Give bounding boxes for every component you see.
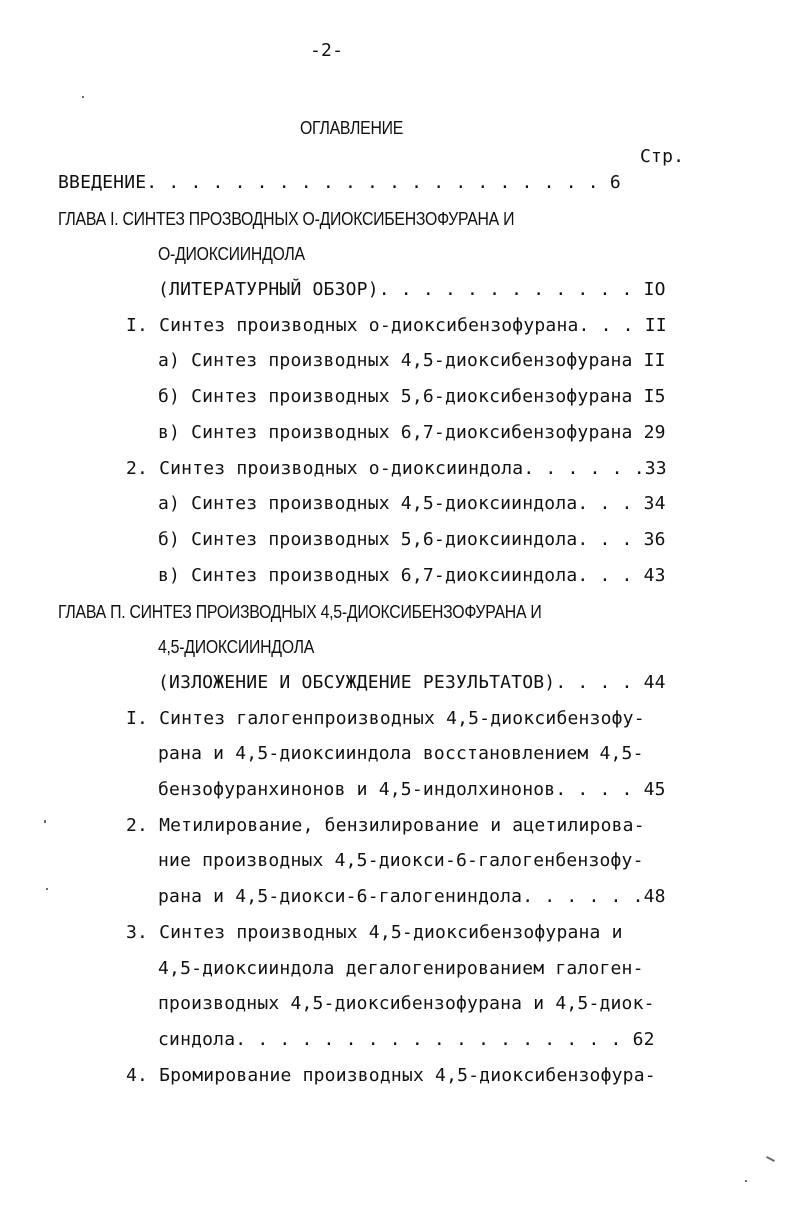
- toc-subsection-1-1b: б) Синтез производных 5,6-диоксибензофурана I5: [158, 386, 666, 407]
- toc-section-2-1: I. Синтез галогенпроизводных 4,5-диоксибензофу-: [126, 708, 645, 729]
- toc-chapter-1-subtitle: (ЛИТЕРАТУРНЫЙ ОБЗОР). . . . . . . . . . . . IO: [158, 279, 666, 300]
- scan-speck: [44, 820, 46, 823]
- toc-chapter-1: ГЛАВА I. СИНТЕЗ ПРОЗВОДНЫХ О-ДИОКСИБЕНЗОФУРАНА И: [58, 209, 515, 229]
- toc-subsection-1-2a: а) Синтез производных 4,5-диоксииндола. . . 34: [158, 493, 666, 514]
- toc-section-2-3-cont-2: производных 4,5-диоксибензофурана и 4,5-диок-: [158, 993, 655, 1014]
- toc-section-2-2: 2. Метилирование, бензилирование и ацетилирова-: [126, 815, 645, 836]
- toc-subsection-1-1c: в) Синтез производных 6,7-диоксибензофурана 29: [158, 422, 666, 443]
- toc-section-1-2: 2. Синтез производных о-диоксииндола. . . . . .33: [126, 458, 667, 479]
- toc-entry-intro: ВВЕДЕНИЕ. . . . . . . . . . . . . . . . . . . . . 6: [58, 172, 621, 193]
- scan-speck: [82, 96, 84, 98]
- toc-section-2-2-cont-2: рана и 4,5-диокси-6-галогениндола. . . . . .48: [158, 886, 666, 907]
- toc-subsection-1-2b: б) Синтез производных 5,6-диоксииндола. . . 36: [158, 529, 666, 550]
- page-number: -2-: [310, 40, 344, 61]
- toc-subsection-1-2c: в) Синтез производных 6,7-диоксииндола. . . 43: [158, 565, 666, 586]
- scan-speck: [766, 1156, 775, 1162]
- toc-title: ОГЛАВЛЕНИЕ: [300, 118, 404, 138]
- scan-speck: [745, 1180, 747, 1182]
- toc-section-1-1: I. Синтез производных о-диоксибензофурана. . . II: [126, 315, 667, 336]
- toc-section-2-4: 4. Бромирование производных 4,5-диоксибензофура-: [126, 1065, 656, 1086]
- toc-chapter-1-cont: О-ДИОКСИИНДОЛА: [158, 244, 305, 264]
- toc-subsection-1-1a: а) Синтез производных 4,5-диоксибензофурана II: [158, 350, 666, 371]
- page-column-header: Стр.: [640, 146, 685, 167]
- toc-chapter-2: ГЛАВА П. СИНТЕЗ ПРОИЗВОДНЫХ 4,5-ДИОКСИБЕНЗОФУРАНА И: [58, 602, 542, 622]
- toc-chapter-2-subtitle: (ИЗЛОЖЕНИЕ И ОБСУЖДЕНИЕ РЕЗУЛЬТАТОВ). . . . 44: [158, 672, 666, 693]
- toc-section-2-3-cont-1: 4,5-диоксииндола дегалогенированием галоген-: [158, 958, 644, 979]
- scan-speck: [46, 888, 48, 890]
- toc-section-2-3-cont-3: синдола. . . . . . . . . . . . . . . . . . 62: [158, 1029, 655, 1050]
- toc-section-2-1-cont-1: рана и 4,5-диоксииндола восстановлением 4,5-: [158, 743, 644, 764]
- toc-section-2-2-cont-1: ние производных 4,5-диокси-6-галогенбензофу-: [158, 850, 644, 871]
- toc-section-2-1-cont-2: бензофуранхинонов и 4,5-индолхинонов. . . . 45: [158, 779, 666, 800]
- toc-section-2-3: 3. Синтез производных 4,5-диоксибензофурана и: [126, 922, 623, 943]
- toc-chapter-2-cont: 4,5-ДИОКСИИНДОЛА: [158, 637, 315, 657]
